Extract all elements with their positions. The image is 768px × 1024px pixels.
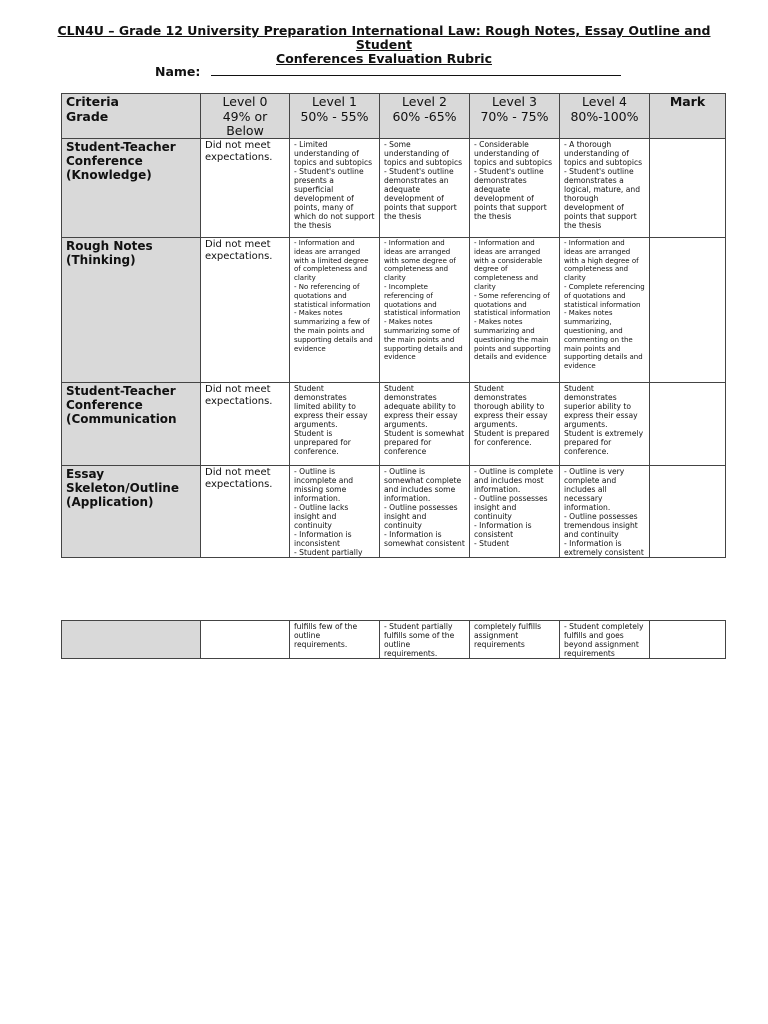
level4-cell: - Information and ideas are arranged with a high degree of completeness and clarity - Complete referencing of quotations and statistical information - Makes notes summarizing, questioning, and commenting on the main points and supporting details and evidence xyxy=(560,238,650,383)
level0-cell: Did not meet expectations. xyxy=(201,466,290,558)
level1-cell: Student demonstrates limited ability to express their essay arguments. Student is unprepared for conference. xyxy=(290,383,380,466)
level3-cell: - Considerable understanding of topics and subtopics - Student's outline demonstrates adequate development of points that support the thesis xyxy=(470,139,560,238)
level0-cell: Did not meet expectations. xyxy=(201,238,290,383)
mark-cell[interactable] xyxy=(650,139,726,238)
level4-cell: - A thorough understanding of topics and subtopics - Student's outline demonstrates a logical, mature, and thorough development of points that support the thesis xyxy=(560,139,650,238)
table-row xyxy=(62,383,726,466)
grade-header: Grade xyxy=(62,109,201,139)
level1-header: Level 1 xyxy=(290,94,380,110)
mark-cell[interactable] xyxy=(650,466,726,558)
rubric-table xyxy=(61,93,726,558)
level2-cell: - Outline is somewhat complete and includes some information. - Outline possesses insight and continuity - Information is somewhat consistent xyxy=(380,466,470,558)
level3-cell: Student demonstrates thorough ability to express their essay arguments. Student is prepared for conference. xyxy=(470,383,560,466)
rubric-table-continuation xyxy=(61,620,726,659)
name-field-row xyxy=(155,64,621,79)
table-row xyxy=(62,139,726,238)
level0-header: Level 0 xyxy=(201,94,290,110)
level4-cell: - Outline is very complete and includes all necessary information. - Outline possesses tremendous insight and continuity - Information is extremely consistent xyxy=(560,466,650,558)
criterion-knowledge: Student-Teacher Conference (Knowledge) xyxy=(62,139,201,238)
level4-header: Level 4 xyxy=(560,94,650,110)
level3-cell: - Information and ideas are arranged with a considerable degree of completeness and clarity - Some referencing of quotations and statistical information - Makes notes summarizing and questioning the main points and supporting details and evidence xyxy=(470,238,560,383)
header-row-grades xyxy=(62,109,726,139)
level2-cell: Student demonstrates adequate ability to express their essay arguments. Student is somewhat prepared for conference xyxy=(380,383,470,466)
page-title xyxy=(40,24,728,66)
criterion-thinking: Rough Notes (Thinking) xyxy=(62,238,201,383)
criterion-application: Essay Skeleton/Outline (Application) xyxy=(62,466,201,558)
criterion-communication: Student-Teacher Conference (Communication xyxy=(62,383,201,466)
level3-cell: completely fulfills assignment requirements xyxy=(470,621,560,659)
level1-cell: - Outline is incomplete and missing some information. - Outline lacks insight and continuity - Information is inconsistent - Student partially xyxy=(290,466,380,558)
level0-cell: Did not meet expectations. xyxy=(201,383,290,466)
level4-cell: Student demonstrates superior ability to express their essay arguments. Student is extremely prepared for conference. xyxy=(560,383,650,466)
table-row xyxy=(62,621,726,659)
level1-cell: - Information and ideas are arranged with a limited degree of completeness and clarity - No referencing of quotations and statistical information - Makes notes summarizing a few of the main points and supporting details and evidence xyxy=(290,238,380,383)
level4-cell: - Student completely fulfills and goes beyond assignment requirements xyxy=(560,621,650,659)
mark-header: Mark xyxy=(650,94,726,139)
mark-cell[interactable] xyxy=(650,621,726,659)
criteria-header: Criteria xyxy=(62,94,201,110)
name-label: Name: xyxy=(155,64,201,79)
level1-cell: fulfills few of the outline requirements. xyxy=(290,621,380,659)
level3-header: Level 3 xyxy=(470,94,560,110)
level1-cell: - Limited understanding of topics and subtopics - Student's outline presents a superficial development of points, many of which do not support the thesis xyxy=(290,139,380,238)
level3-cell: - Outline is complete and includes most information. - Outline possesses insight and continuity - Information is consistent - Student xyxy=(470,466,560,558)
level3-grade: 70% - 75% xyxy=(470,109,560,139)
level2-grade: 60% -65% xyxy=(380,109,470,139)
table-row xyxy=(62,466,726,558)
table-row xyxy=(62,238,726,383)
criterion-continuation xyxy=(62,621,201,659)
name-input-line[interactable] xyxy=(211,65,621,76)
level0-cell xyxy=(201,621,290,659)
level2-cell: - Student partially fulfills some of the outline requirements. xyxy=(380,621,470,659)
level0-grade: 49% or Below xyxy=(201,109,290,139)
level1-grade: 50% - 55% xyxy=(290,109,380,139)
level2-cell: - Some understanding of topics and subtopics - Student's outline demonstrates an adequate development of points that support the thesis xyxy=(380,139,470,238)
mark-cell[interactable] xyxy=(650,238,726,383)
level4-grade: 80%-100% xyxy=(560,109,650,139)
level0-cell: Did not meet expectations. xyxy=(201,139,290,238)
title-line-1: CLN4U – Grade 12 University Preparation International Law: Rough Notes, Essay Outline and Student xyxy=(57,23,711,52)
level2-header: Level 2 xyxy=(380,94,470,110)
header-row-levels xyxy=(62,94,726,110)
title-line-2: Conferences Evaluation Rubric xyxy=(276,51,492,66)
mark-cell[interactable] xyxy=(650,383,726,466)
level2-cell: - Information and ideas are arranged with some degree of completeness and clarity - Incomplete referencing of quotations and statistical information - Makes notes summarizing some of the main points and supporting details and evidence xyxy=(380,238,470,383)
